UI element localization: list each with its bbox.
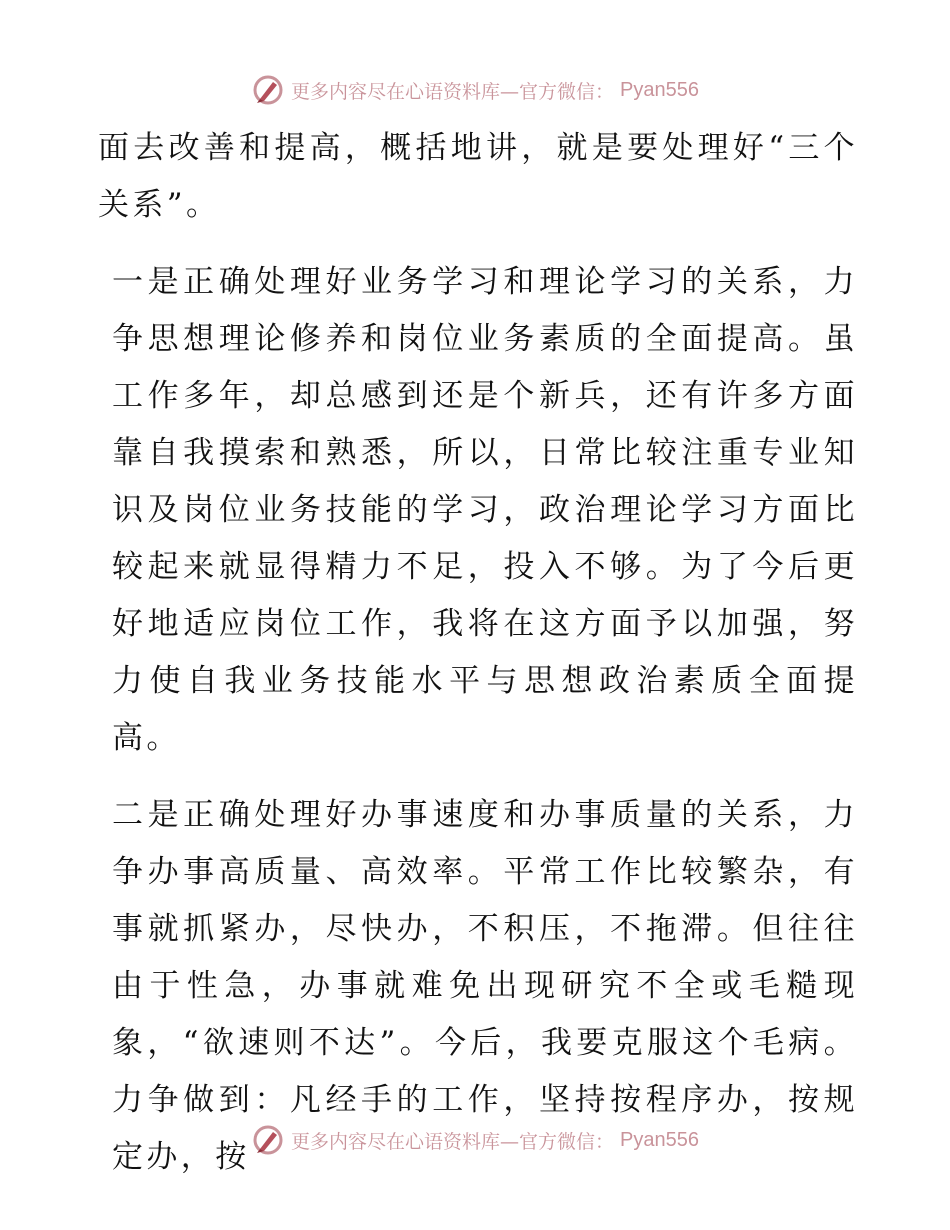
watermark-text: 更多内容尽在心语资料库—官方微信： [291, 80, 615, 103]
pen-nib-logo-icon [251, 73, 285, 107]
paragraph: 一是正确处理好业务学习和理论学习的关系，力争思想理论修养和岗位业务素质的全面提高。虽工作多年，却总感到还是个新兵，还有许多方面靠自我摸索和熟悉，所以，日常比较注重专业知识及岗位业务技能的学习，政治理论学习方面比较起来就显得精力不足，投入不够。为了今后更好地适应岗位工作，我将在这方面予以加强，努力使自我业务技能水平与思想政治素质全面提高。 [112, 264, 858, 756]
watermark-header [0, 70, 950, 110]
document-body [98, 120, 858, 1206]
paragraph: 二是正确处理好办事速度和办事质量的关系，力争办事高质量、高效率。平常工作比较繁杂，有事就抓紧办，尽快办，不积压，不拖滞。但往往由于性急，办事就难免出现研究不全或毛糙现象，“欲速则不达”。今后，我要克服这个毛病。力争做到：凡经手的工作，坚持按程序办，按规定办，按 [112, 797, 858, 1175]
watermark-text: 更多内容尽在心语资料库—官方微信： [291, 1130, 615, 1153]
watermark-id: Pyan556 [620, 1128, 699, 1151]
pen-nib-logo-icon [251, 1123, 285, 1157]
watermark-id: Pyan556 [620, 78, 699, 101]
paragraph: 面去改善和提高，概括地讲，就是要处理好“三个关系”。 [98, 130, 858, 223]
watermark-footer [0, 1120, 950, 1160]
